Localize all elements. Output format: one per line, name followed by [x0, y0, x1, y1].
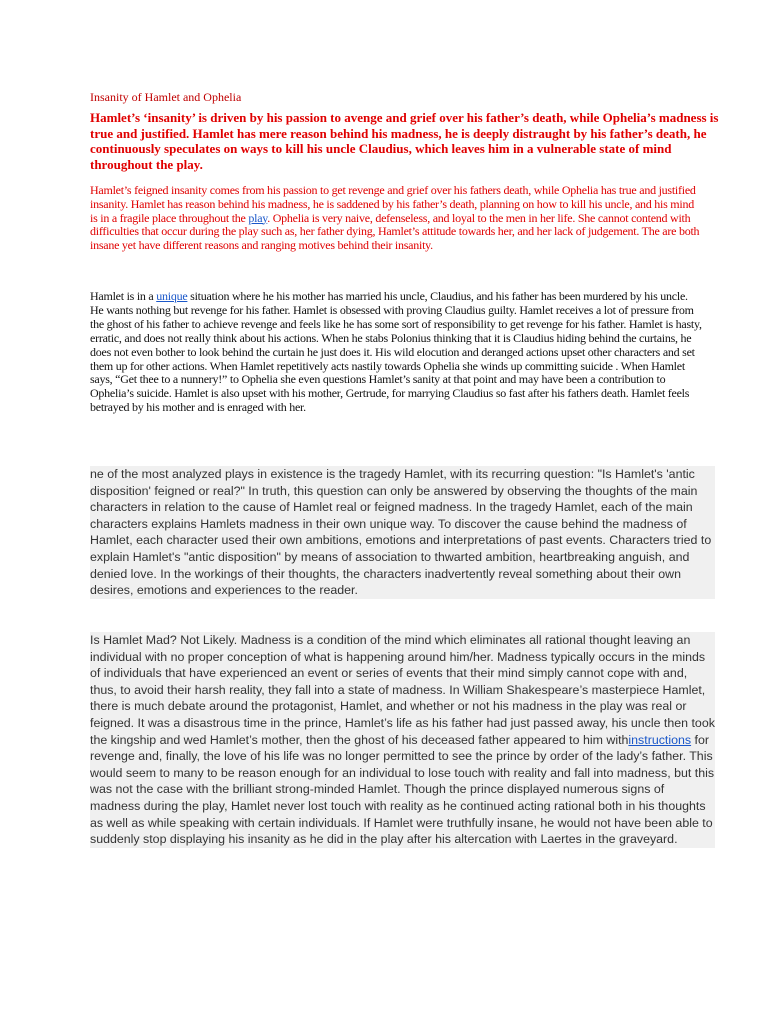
body-paragraph-3: [90, 632, 715, 848]
body3-text-after: for revenge and, finally, the love of his life was no longer permitted to see the prince by order of the lady’s father. This would seem to many to be reason enough for an individual to lose touch with reality and fall into madness, but this was not the case with the brilliant strong-minded Hamlet. Though the prince displayed numerous signs of madness during the play, Hamlet never lost touch with reality as he continued acting rational both in his thoughts as well as while speaking with certain individuals. If Hamlet were truthfully insane, he would not have been able to suddenly stop displaying his insanity as he did in the play after his altercation with Laertes in the graveyard.: [90, 732, 715, 847]
unique-link[interactable]: unique: [156, 289, 188, 303]
body3-text-before: Is Hamlet Mad? Not Likely. Madness is a condition of the mind which eliminates all rational thought leaving an individual with no proper conception of what is happening around him/her. Madness typically occurs in the minds of individuals that have experienced an event or series of events that their mind simply cannot cope with and, thus, to avoid their harsh reality, they fall into a state of madness. In William Shakespeare’s masterpiece Hamlet, there is much debate around the protagonist, Hamlet, and whether or not his madness in the play was real or feigned. It was a disastrous time in the prince, Hamlet’s life as his father had just passed away, his uncle then took the kingship and wed Hamlet’s mother, then the ghost of his deceased father appeared to him with: [90, 633, 715, 747]
body-paragraph-1: [90, 290, 702, 415]
body1-text-after: situation where he his mother has married his uncle, Claudius, and his father has been murdered by his uncle. He wants nothing but revenge for his father. Hamlet is obsessed with proving Claudius guilty. Hamlet receives a lot of pressure from the ghost of his father to achieve revenge and feels like he has some sort of responsibility to get revenge for his father. Hamlet is hasty, erratic, and does not really think about his actions. When he stabs Polonius thinking that it is Claudius hiding behind the curtains, he does not even bother to look behind the curtain he just does it. His wild elocution and deranged actions upset other characters and set them up for other actions. When Hamlet repetitively acts nastily towards Ophelia she winds up committing suicide . When Hamlet says, “Get thee to a nunnery!” to Ophelia she even questions Hamlet’s sanity at that point and may have been a contribution to Ophelia’s suicide. Hamlet is also upset with his mother, Gertrude, for marrying Claudius so fast after his fathers death. Hamlet feels betrayed by his mother and is enraged with her.: [90, 289, 702, 415]
body1-text-before: Hamlet is in a: [90, 289, 157, 303]
body-paragraph-2: ne of the most analyzed plays in existence is the tragedy Hamlet, with its recurring question: "Is Hamlet's 'antic disposition' feigned or real?" In truth, this question can only be answered by observing the thoughts of the main characters in relation to the cause of Hamlet real or feigned madness. In the tragedy Hamlet, each of the main characters explains Hamlets madness in their own unique way. To discover the cause behind the madness of Hamlet, each character used their own ambitions, emotions and interpretations of past events. Characters tried to explain Hamlet's "antic disposition" by means of association to thwarted ambition, heartbreaking anguish, and denied love. In the workings of their thoughts, the characters inadvertently reveal something about their own desires, emotions and experiences to the reader.: [90, 466, 715, 599]
play-link[interactable]: play: [248, 210, 268, 225]
abstract-paragraph: Hamlet’s ‘insanity’ is driven by his passion to avenge and grief over his father’s death, while Ophelia’s madness is true and justified. Hamlet has mere reason behind his madness, he is deeply distraught by his father’s death, he continuously speculates on ways to kill his uncle Claudius, which leaves him in a vulnerable state of mind throughout the play.: [90, 110, 719, 172]
instructions-link[interactable]: instructions: [628, 732, 692, 747]
intro-text-before: Hamlet’s feigned insanity comes from his passion to get revenge and grief over his fathers death, while Ophelia has true and justified insanity. Hamlet has reason behind his madness, he is saddened by his father’s death, planning on how to kill his uncle, and his mind is in a fragile place throughout the: [90, 183, 696, 225]
intro-paragraph: [90, 184, 700, 253]
intro-text-after: . Ophelia is very naive, defenseless, and loyal to the men in her life. She cannot contend with difficulties that occur during the play such as, her father dying, Hamlet’s attitude towards her, and her lack of judgement. The are both insane yet have different reasons and ranging motives behind their insanity.: [90, 210, 700, 253]
document-title: Insanity of Hamlet and Ophelia: [90, 90, 242, 104]
